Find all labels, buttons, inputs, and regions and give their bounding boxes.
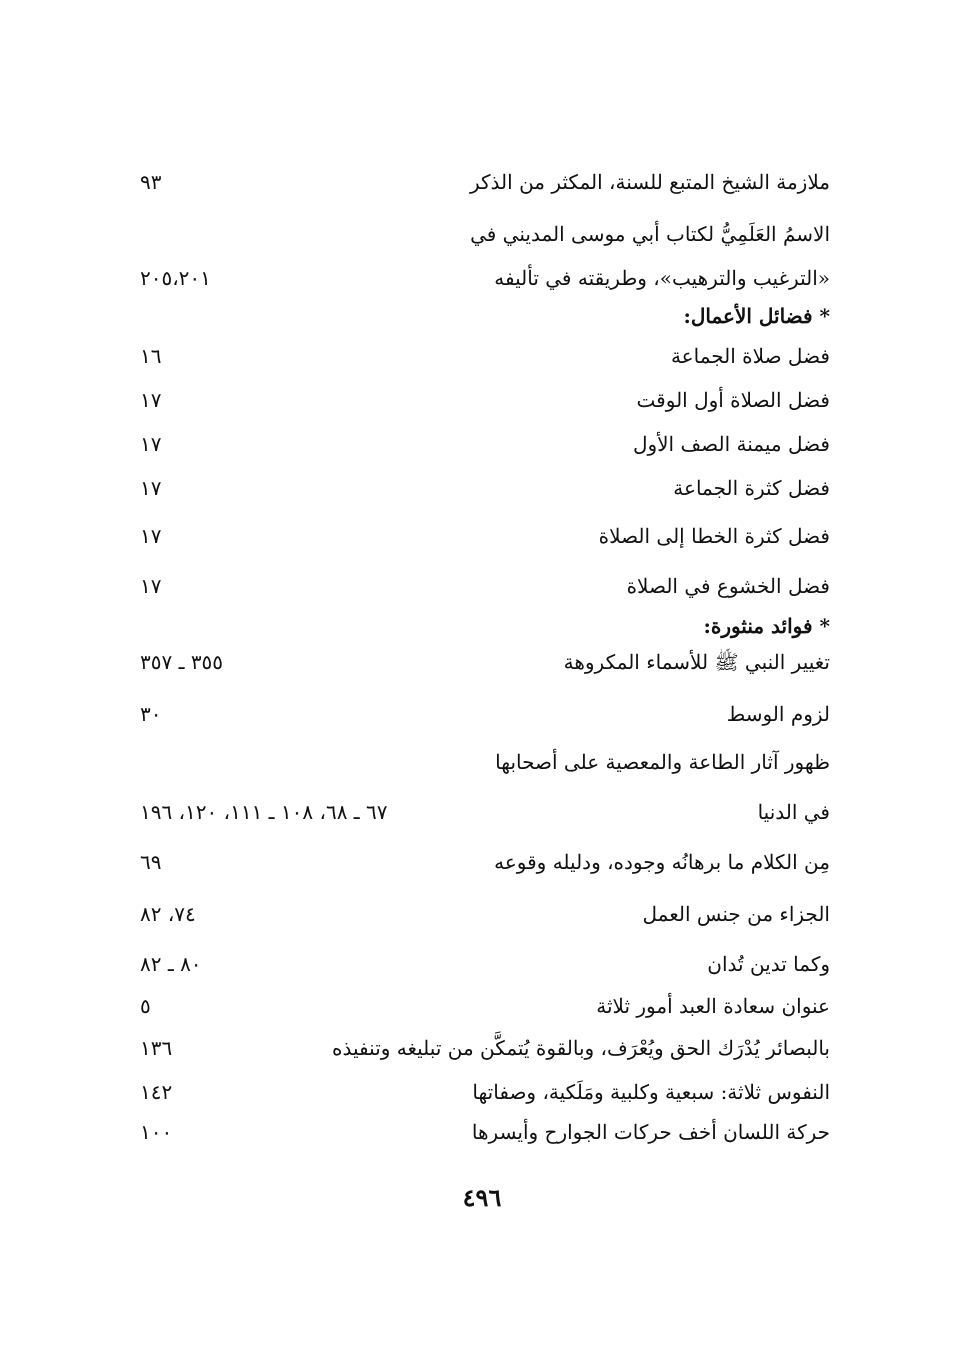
entry-topic: ملازمة الشيخ المتبع للسنة، المكثر من الذكر: [470, 170, 830, 194]
entry-topic: بالبصائر يُدْرَك الحق ويُعْرَف، وبالقوة يُتمكَّن من تبليغه وتنفيذه: [332, 1036, 830, 1060]
entry-pages: ٨٠ ـ ٨٢: [140, 952, 202, 976]
list-item: [140, 840, 830, 884]
entry-pages: ١٧: [140, 574, 162, 598]
entry-pages: ٢٠٥،٢٠١: [140, 266, 211, 290]
entry-pages: ٦٧ ـ ٦٨، ١٠٨ ـ ١١١، ١٢٠، ١٩٦: [140, 800, 388, 824]
list-item: [140, 892, 830, 936]
list-item: [140, 212, 830, 256]
list-item: [140, 640, 830, 684]
list-item: [140, 692, 830, 736]
entry-topic: فضل ميمنة الصف الأول: [632, 432, 830, 456]
entry-topic: النفوس ثلاثة: سبعية وكلبية ومَلَكية، وصفاتها: [472, 1080, 830, 1104]
entry-pages: ٥: [140, 994, 151, 1018]
list-item: [140, 564, 830, 608]
list-item: [140, 160, 830, 204]
page-number: ٤٩٦: [462, 1183, 502, 1212]
list-item: [140, 740, 830, 784]
entry-pages: ٧٤، ٨٢: [140, 902, 196, 926]
entry-pages: ١٠٠: [140, 1120, 173, 1144]
section-heading: [140, 294, 830, 338]
entry-topic: ظهور آثار الطاعة والمعصية على أصحابها: [495, 750, 830, 774]
list-item: [140, 984, 830, 1028]
entry-pages: ١٣٦: [140, 1036, 173, 1060]
entry-pages: ٦٩: [140, 850, 162, 874]
entry-topic: فضل صلاة الجماعة: [670, 344, 830, 368]
list-item: [140, 1026, 830, 1070]
section-heading-text: * فضائل الأعمال:: [683, 304, 830, 328]
entry-topic: الجزاء من جنس العمل: [642, 902, 830, 926]
list-item: [140, 1070, 830, 1114]
entry-topic: وكما تدين تُدان: [707, 952, 830, 976]
entry-topic: لزوم الوسط: [726, 702, 830, 726]
entry-pages: ١٧: [140, 476, 162, 500]
entry-topic: في الدنيا: [757, 800, 830, 824]
entry-topic: فضل كثرة الجماعة: [673, 476, 830, 500]
list-item: [140, 790, 830, 834]
index-list: [140, 160, 830, 1150]
list-item: [140, 466, 830, 510]
list-item: [140, 942, 830, 986]
entry-pages: ١٧: [140, 524, 162, 548]
list-item: [140, 422, 830, 466]
list-item: [140, 334, 830, 378]
entry-topic: الاسمُ العَلَمِيُّ لكتاب أبي موسى المديني في: [470, 222, 830, 246]
entry-topic: تغيير النبي ﷺ للأسماء المكروهة: [563, 650, 830, 674]
section-heading-text: * فوائد منثورة:: [703, 614, 830, 638]
entry-pages: ١٧: [140, 388, 162, 412]
entry-topic: مِن الكلام ما برهانُه وجوده، ودليله وقوعه: [494, 850, 830, 874]
entry-topic: حركة اللسان أخف حركات الجوارح وأيسرها: [471, 1120, 830, 1144]
entry-pages: ١٤٢: [140, 1080, 173, 1104]
entry-pages: ٩٣: [140, 170, 162, 194]
list-item: [140, 378, 830, 422]
entry-topic: فضل الصلاة أول الوقت: [636, 388, 830, 412]
entry-pages: ١٧: [140, 432, 162, 456]
entry-pages: ١٦: [140, 344, 162, 368]
entry-topic: فضل الخشوع في الصلاة: [626, 574, 830, 598]
entry-topic: عنوان سعادة العبد أمور ثلاثة: [596, 994, 830, 1018]
entry-pages: ٣٥٥ ـ ٣٥٧: [140, 650, 224, 674]
entry-pages: ٣٠: [140, 702, 162, 726]
entry-topic: «الترغيب والترهيب»، وطريقته في تأليفه: [494, 266, 830, 290]
list-item: [140, 1110, 830, 1154]
entry-topic: فضل كثرة الخطا إلى الصلاة: [598, 524, 830, 548]
list-item: [140, 514, 830, 558]
